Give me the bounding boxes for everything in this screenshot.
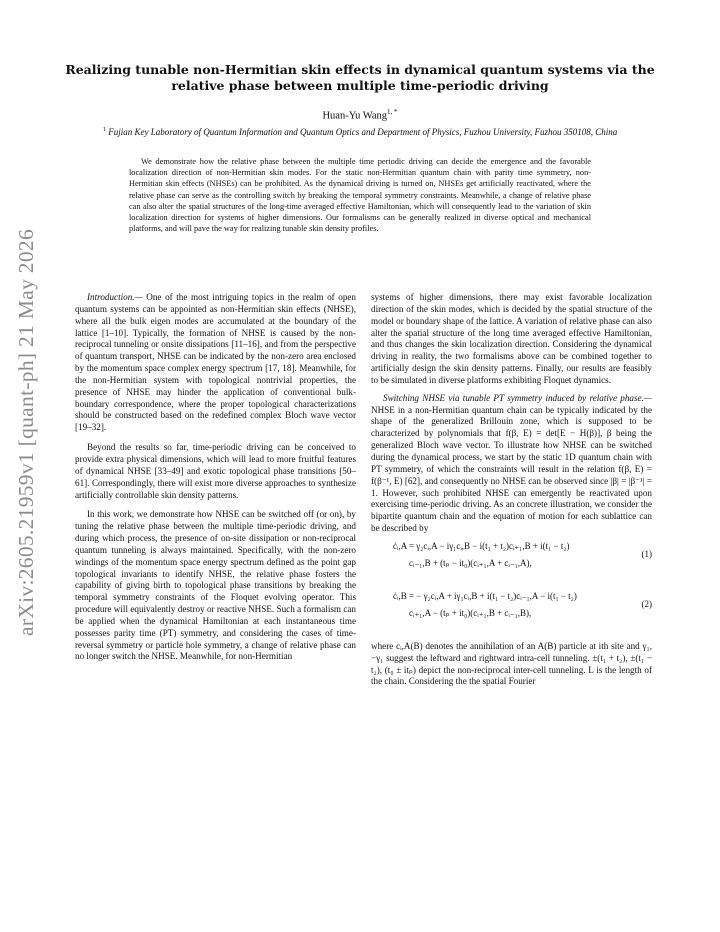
section-heading: Switching NHSE via tunable PT symmetry induced by relative phase.— bbox=[383, 392, 652, 403]
paper-title: Realizing tunable non-Hermitian skin effects in dynamical quantum systems via the relative phase between multiple time-periodic driving bbox=[65, 62, 655, 93]
equation-2-number: (2) bbox=[641, 598, 652, 609]
section-paragraph bbox=[371, 393, 652, 535]
right-paragraph-3: where cᵢ,A(B) denotes the annihilation of an A(B) particle at ith site and γ₁, −γ₁ suggest the leftward and rightward intra-cell tunneling. ±(t₁ + t₂), ±(t₁ − t₂), (t₀ ± itₚ) depict the non-reciprocal inter-cell tunneling. L is the length of the chain. Considering the the spatial Fourier bbox=[371, 640, 652, 687]
abstract-text: We demonstrate how the relative phase between the multiple time periodic driving can decide the emergence and the favorable localization direction of non-Hermitian skin modes. For the static non-Hermitian quantum chain with parity time symmetry, non-Hermitian skin effects (NHSEs) can be prohibited. As the dynamical driving is turned on, NHSEs get artificially reactivated, where the relative phase can serve as the controlling switch by breaking the temporal symmetry constraints. Meanwhile, a change of relative phase can also alter the spatial structures of the long-time averaged effective Hamiltonian, which will consequently lead to the variation of skin localization direction for systems of higher dimensions. Our formalisms can be generally realized in diverse optical and mechanical platforms, and will pave the way for realizing tunable skin density profiles. bbox=[129, 157, 591, 234]
right-paragraph-1: systems of higher dimensions, there may exist favorable localization direction of the skin modes, which is decided by the spatial structure of the model or boundary shape of the lattice. A variation of relative phase can also alter the spatial structure of the long time averaged effective Hamiltonian, and thus changes the skin localization direction. Considering the dynamical driving in reality, the two formalisms above can be combined together to artificially design the skin density patterns. Finally, our results are feasibly to be simulated in diverse platforms exhibiting Floquet dynamics. bbox=[371, 292, 652, 385]
equation-1-line-2: cᵢ₋₁,B + (tₚ − it₀)(cᵢ₊₁,A + cᵢ₋₁,A), bbox=[409, 557, 532, 568]
intro-heading: Introduction.— bbox=[87, 292, 143, 302]
equation-2 bbox=[371, 591, 652, 631]
equation-2-line-2: cᵢ₊₁,A − (tₚ + it₀)(cᵢ₊₁,B + cᵢ₋₁,B), bbox=[409, 607, 532, 618]
intro-paragraph-2: Beyond the results so far, time-periodic driving can be conceived to provide extra physical dimensions, which will lead to more fruitful features of dynamical NHSE [33–49] and exotic topological phase transitions [50–61]. Correspondingly, there will exist more diverse approaches to synthesize artificially controllable skin density patterns. bbox=[75, 442, 356, 500]
equation-2-line-1: ċᵢ,B = − γ₂cᵢ,A + iγ₁cᵢ,B + i(t₁ − t₂)cᵢ₋₁,A − i(t₁ − t₂) bbox=[393, 590, 577, 601]
intro-paragraph-1 bbox=[75, 292, 356, 434]
affiliation-text: Fujian Key Laboratory of Quantum Information and Quantum Optics and Department of Physics, Fuzhou University, Fuzhou 350108, China bbox=[108, 127, 618, 137]
arxiv-identifier: arXiv:2605.21959v1 [quant-ph] 21 May 2026 bbox=[14, 228, 38, 636]
equation-1-line-1: ċᵢ,A = γ₂cᵢ,A − iγ₁cᵢ,B − i(t₁ + t₂)cᵢ₊₁,B + i(t₁ − t₂) bbox=[393, 540, 570, 551]
section-text: NHSE in a non-Hermitian quantum chain can be typically indicated by the shape of the generalized Brillouin zone, which is supposed to be characterized by polynomials that f(β, E) = det[E − H(β)], β being the generalized Bloch wave vector. To illustrate how NHSE can be switched during the dynamical process, we start by the static 1D quantum chain with PT symmetry, of which the constraints will result in the relation f(β, E) = f(β⁻¹, E) [62], and consequently no NHSE can be observed since |β| = |β⁻¹| = 1. However, such prohibited NHSE can emergently be reactivated upon exercising time-periodic driving. As an concrete illustration, we consider the bipartite quantum chain and the equation of motion for each sublattice can be described by bbox=[371, 404, 652, 534]
affiliation bbox=[60, 124, 660, 138]
abstract bbox=[129, 156, 591, 234]
affiliation-mark: 1 bbox=[102, 126, 106, 133]
author-marks: 1, * bbox=[387, 108, 398, 116]
intro-paragraph-3: In this work, we demonstrate how NHSE can be switched off (or on), by tuning the relative phase between the multiple time-periodic driving, and during which process, the presence of on-site dissipation or non-reciprocal quantum tunneling is always maintained. Specifically, with the non-zero windings of the momentum space energy spectrum defined as the point gap topological invariants to identify NHSE, the relative phase fosters the capability of giving birth to topological phase transitions by breaking the temporal symmetry constraints of the Floquet evolving operator. This procedure will equivalently destroy or reactive NHSE. Such a formalism can be applied when the dynamical Hamiltonian at each instantaneous time possesses parity time (PT) symmetry, and considering the cases of time-reversal symmetry or particle hole symmetry, a change of relative phase can no longer switch the NHSE. Meanwhile, for non-Hermitian bbox=[75, 509, 356, 662]
equation-1-number: (1) bbox=[641, 548, 652, 559]
equation-1 bbox=[371, 541, 652, 581]
author-name: Huan-Yu Wang bbox=[322, 110, 388, 122]
right-column bbox=[371, 292, 652, 696]
intro-text: One of the most intriguing topics in the realm of open quantum systems can be appointed as non-Hermitian skin effects (NHSE), where all the bulk eigen modes are accumulated at the boundary of the lattice [1–10]. Typically, the formation of NHSE is caused by the non-reciprocal tunneling or onsite dissipations [11–16], and from the perspective of quantum transport, NHSE can be indicated by the non-zero area enclosed by the momentum space complex energy spectrum [17, 18]. Meanwhile, for the non-Hermitian system with topological nontrivial properties, the presence of NHSE may hinder the application of conventional bulk-boundary correspondence, where the proper topological characterizations should be constructed based on the redefined complex Bloch wave vector [19–32]. bbox=[75, 292, 356, 433]
author-line bbox=[60, 108, 660, 122]
left-column bbox=[75, 292, 356, 671]
